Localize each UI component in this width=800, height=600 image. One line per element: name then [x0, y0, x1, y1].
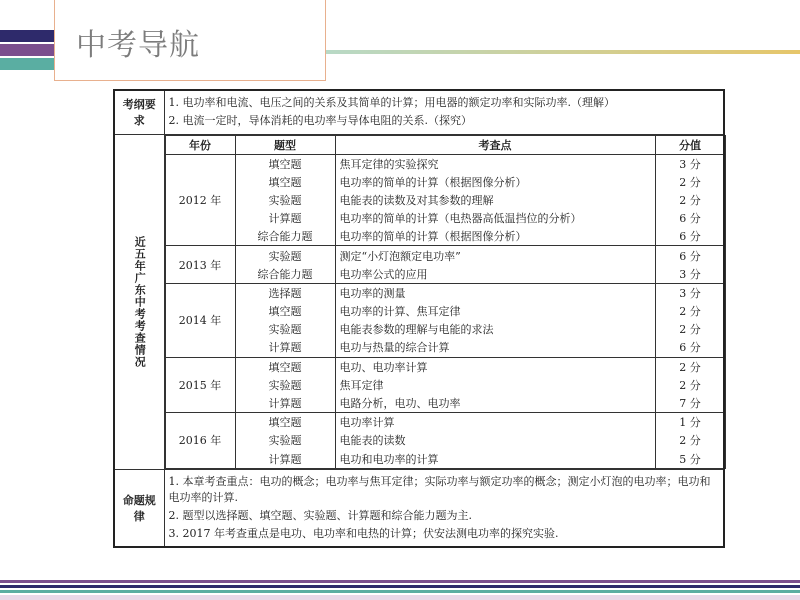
score-cell: 2 分: [655, 191, 725, 209]
type-cell: 填空题: [235, 154, 335, 173]
score-cell: 6 分: [655, 338, 725, 357]
point-cell: 电功与热量的综合计算: [335, 338, 655, 357]
table-row: [165, 283, 725, 302]
score-cell: 2 分: [655, 302, 725, 320]
table-row: [165, 191, 725, 209]
year-cell: 2014 年: [165, 283, 235, 357]
type-cell: 填空题: [235, 173, 335, 191]
year-cell: 2012 年: [165, 154, 235, 246]
table-row: [165, 320, 725, 338]
point-cell: 电功、电功率计算: [335, 357, 655, 376]
table-row: [165, 173, 725, 191]
table-row: [165, 394, 725, 413]
year-cell: 2015 年: [165, 357, 235, 413]
table-row: [165, 431, 725, 449]
type-cell: 实验题: [235, 431, 335, 449]
score-cell: 3 分: [655, 265, 725, 284]
point-cell: 测定“小灯泡额定电功率”: [335, 246, 655, 265]
point-cell: 电功率的测量: [335, 283, 655, 302]
page-title: 中考导航: [76, 28, 200, 63]
point-cell: 电功率公式的应用: [335, 265, 655, 284]
point-cell: 焦耳定律: [335, 376, 655, 394]
score-cell: 3 分: [655, 283, 725, 302]
decor-bottom-line: [0, 580, 800, 583]
year-cell: 2013 年: [165, 246, 235, 283]
type-cell: 综合能力题: [235, 227, 335, 246]
type-cell: 填空题: [235, 302, 335, 320]
table-row: [165, 413, 725, 432]
table-row: [165, 209, 725, 227]
score-cell: 5 分: [655, 450, 725, 469]
score-cell: 6 分: [655, 227, 725, 246]
decor-stripe-navy: [0, 30, 60, 42]
type-cell: 计算题: [235, 450, 335, 469]
point-cell: 电能表的读数及对其参数的理解: [335, 191, 655, 209]
point-cell: 电能表的读数: [335, 431, 655, 449]
score-cell: 3 分: [655, 154, 725, 173]
year-cell: 2016 年: [165, 413, 235, 469]
requirement-item: 2. 电流一定时，导体消耗的电功率与导体电阻的关系.（探究）: [168, 114, 472, 128]
exam-history-label: 近五年广东中考考查情况: [114, 134, 164, 469]
decor-top-line: [326, 50, 800, 54]
point-cell: 电功率的简单的计算（电热器高低温挡位的分析）: [335, 209, 655, 227]
score-cell: 2 分: [655, 173, 725, 191]
rule-item: 1. 本章考查重点：电功的概念；电功率与焦耳定律；实际功率与额定功率的概念；测定小灯泡的电功率；电功和电功率的计算.: [168, 474, 711, 504]
rule-item: 2. 题型以选择题、填空题、实验题、计算题和综合能力题为主.: [168, 508, 472, 522]
rules-label: 命题规律: [114, 469, 164, 547]
score-cell: 2 分: [655, 431, 725, 449]
type-cell: 计算题: [235, 338, 335, 357]
type-cell: 选择题: [235, 283, 335, 302]
table-row: [165, 357, 725, 376]
point-cell: 电功率的简单的计算（根据图像分析）: [335, 227, 655, 246]
type-cell: 计算题: [235, 394, 335, 413]
requirements-label: 考纲要求: [114, 90, 164, 134]
table-row: [165, 450, 725, 469]
type-cell: 填空题: [235, 413, 335, 432]
table-row: [165, 302, 725, 320]
type-cell: 实验题: [235, 376, 335, 394]
point-cell: 电能表参数的理解与电能的求法: [335, 320, 655, 338]
point-cell: 电功率的简单的计算（根据图像分析）: [335, 173, 655, 191]
table-row: [165, 154, 725, 173]
score-cell: 2 分: [655, 357, 725, 376]
rule-item: 3. 2017 年考查重点是电功、电功率和电热的计算；伏安法测电功率的探究实验.: [168, 526, 559, 540]
point-cell: 电功率计算: [335, 413, 655, 432]
decor-stripe-teal: [0, 58, 60, 70]
score-cell: 1 分: [655, 413, 725, 432]
point-cell: 电路分析，电功、电功率: [335, 394, 655, 413]
score-cell: 6 分: [655, 246, 725, 265]
col-type: 题型: [235, 135, 335, 154]
exam-history-table: [165, 135, 726, 469]
score-cell: 2 分: [655, 320, 725, 338]
type-cell: 综合能力题: [235, 265, 335, 284]
type-cell: 实验题: [235, 191, 335, 209]
col-score: 分值: [655, 135, 725, 154]
score-cell: 6 分: [655, 209, 725, 227]
col-year: 年份: [165, 135, 235, 154]
score-cell: 2 分: [655, 376, 725, 394]
table-row: [165, 376, 725, 394]
point-cell: 焦耳定律的实验探究: [335, 154, 655, 173]
exam-history-cell: [164, 134, 724, 469]
type-cell: 实验题: [235, 246, 335, 265]
requirements-cell: [164, 90, 724, 134]
decor-bottom-line: [0, 590, 800, 593]
table-row: [165, 338, 725, 357]
decor-bottom-line: [0, 595, 800, 600]
score-cell: 7 分: [655, 394, 725, 413]
point-cell: 电功和电功率的计算: [335, 450, 655, 469]
decor-bottom-line: [0, 585, 800, 588]
table-row: [165, 265, 725, 284]
header-row: [165, 135, 725, 154]
requirement-item: 1. 电功率和电流、电压之间的关系及其简单的计算；用电器的额定功率和实际功率.（理解）: [168, 96, 615, 110]
exam-table: [113, 89, 725, 548]
col-point: 考查点: [335, 135, 655, 154]
rules-cell: [164, 469, 724, 547]
table-row: [165, 227, 725, 246]
type-cell: 计算题: [235, 209, 335, 227]
point-cell: 电功率的计算、焦耳定律: [335, 302, 655, 320]
table-row: [165, 246, 725, 265]
type-cell: 填空题: [235, 357, 335, 376]
decor-stripe-purple: [0, 44, 60, 56]
type-cell: 实验题: [235, 320, 335, 338]
